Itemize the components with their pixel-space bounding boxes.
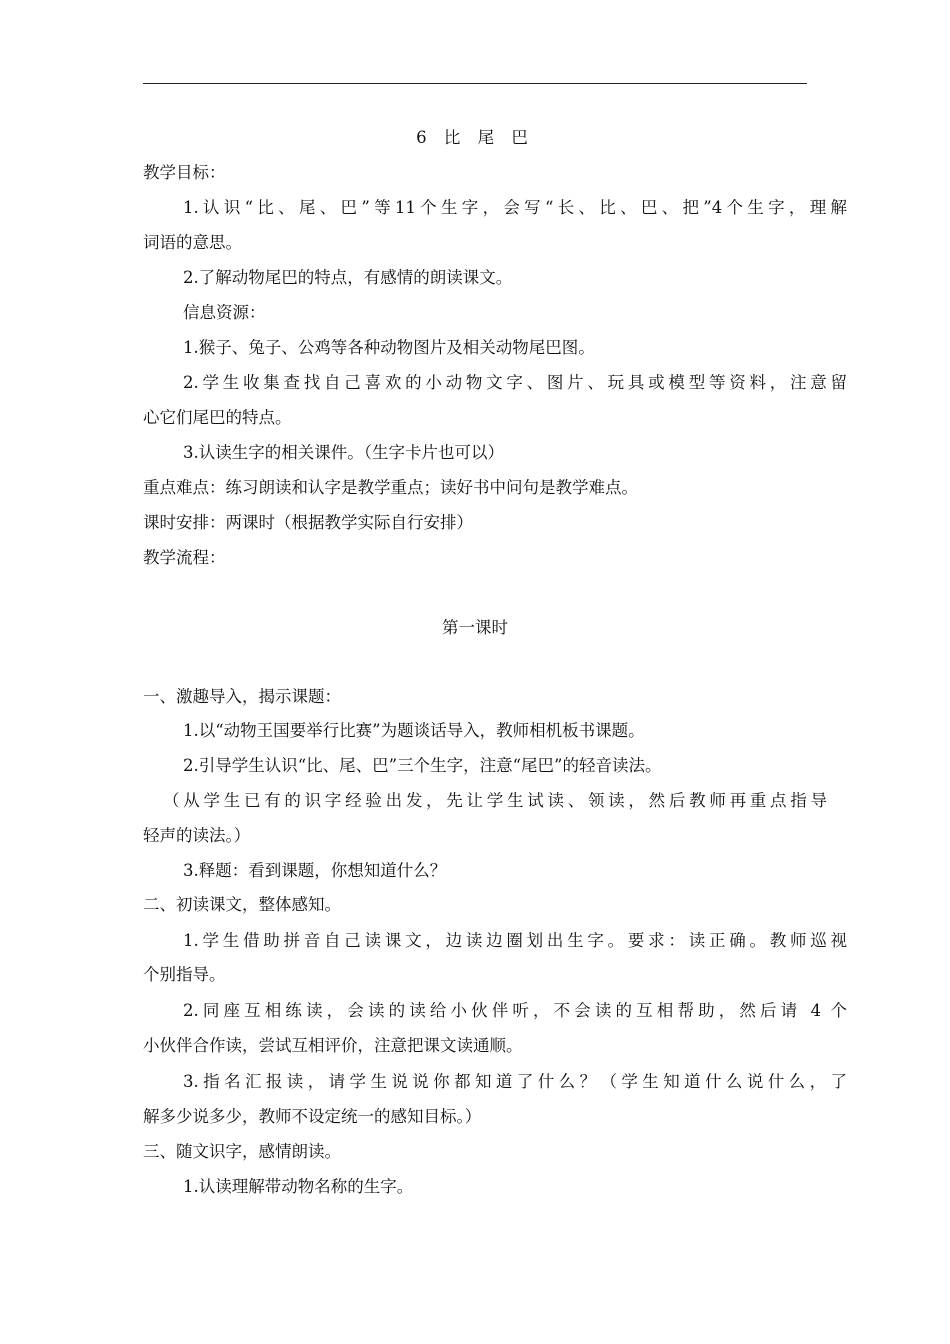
section-2-item-1-a: 1.学生借助拼音自己读课文，边读边圈划出生字。要求：读正确。教师巡视 bbox=[183, 931, 847, 950]
lesson-heading: 6 比 尾 巴 bbox=[416, 128, 534, 147]
section-1-heading: 一、激趣导入，揭示课题： bbox=[143, 687, 341, 706]
resources-heading: 信息资源： bbox=[183, 303, 266, 322]
goal-1-line-b: 词语的意思。 bbox=[143, 233, 242, 252]
section-1-item-2: 2.引导学生认识“比、尾、巴”三个生字，注意“尾巴”的轻音读法。 bbox=[183, 756, 662, 775]
goal-2: 2.了解动物尾巴的特点，有感情的朗读课文。 bbox=[183, 268, 513, 287]
section-3-heading: 三、随文识字，感情朗读。 bbox=[143, 1142, 341, 1161]
section-1-note-b: 轻声的读法。） bbox=[143, 826, 251, 845]
resource-1: 1.猴子、兔子、公鸡等各种动物图片及相关动物尾巴图。 bbox=[183, 338, 595, 357]
header-rule bbox=[143, 83, 807, 84]
section-1-item-1: 1.以“动物王国要举行比赛”为题谈话导入，教师相机板书课题。 bbox=[183, 721, 645, 740]
lesson-period-title: 第一课时 bbox=[442, 618, 508, 637]
flow-heading: 教学流程： bbox=[143, 548, 226, 567]
goals-heading: 教学目标： bbox=[143, 163, 226, 182]
section-2-item-2-b: 小伙伴合作读，尝试互相评价，注意把课文读通顺。 bbox=[143, 1036, 523, 1055]
section-3-item-1: 1.认读理解带动物名称的生字。 bbox=[183, 1177, 414, 1196]
schedule: 课时安排：两课时（根据教学实际自行安排） bbox=[143, 513, 473, 532]
resource-2-line-b: 心它们尾巴的特点。 bbox=[143, 408, 292, 427]
section-1-item-3: 3.释题：看到课题，你想知道什么？ bbox=[183, 861, 447, 880]
section-2-item-3-b: 解多少说多少，教师不设定统一的感知目标。） bbox=[143, 1107, 482, 1126]
key-points: 重点难点：练习朗读和认字是教学重点；读好书中问句是教学难点。 bbox=[143, 478, 638, 497]
section-2-heading: 二、初读课文，整体感知。 bbox=[143, 895, 341, 914]
resource-2-line-a: 2.学生收集查找自己喜欢的小动物文字、图片、玩具或模型等资料，注意留 bbox=[183, 373, 847, 392]
section-2-item-2-a: 2.同座互相练读，会读的读给小伙伴听，不会读的互相帮助，然后请 4 个 bbox=[183, 1001, 847, 1020]
goal-1-line-a: 1.认识“比、尾、巴”等11个生字，会写“长、比、巴、把”4个生字，理解 bbox=[183, 198, 847, 217]
section-1-note-a: （从学生已有的识字经验出发，先让学生试读、领读，然后教师再重点指导 bbox=[163, 791, 827, 810]
section-2-item-1-b: 个别指导。 bbox=[143, 965, 226, 984]
resource-3: 3.认读生字的相关课件。（生字卡片也可以） bbox=[183, 443, 504, 462]
section-2-item-3-a: 3.指名汇报读，请学生说说你都知道了什么？（学生知道什么说什么，了 bbox=[183, 1072, 847, 1091]
